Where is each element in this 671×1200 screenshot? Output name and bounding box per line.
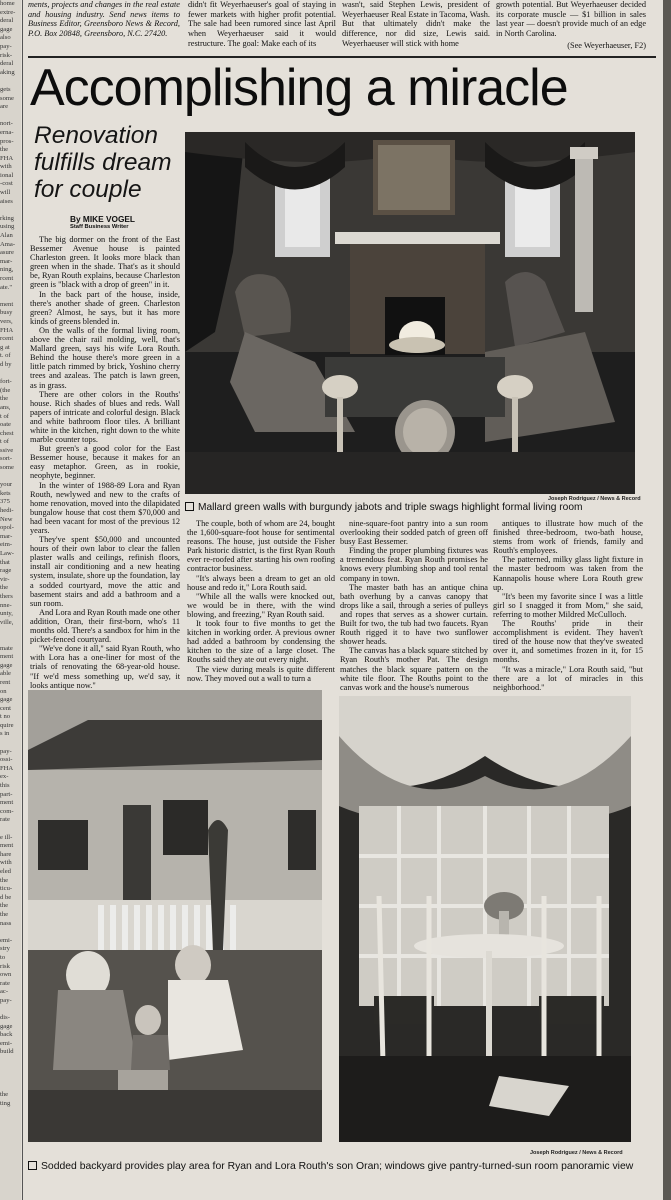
gutter-line: ac- [0,988,9,996]
gutter-line: deral [0,60,14,68]
gutter-line: asure [0,249,14,257]
gutter-line: ment [0,300,14,308]
gutter-line: sort- [0,455,13,463]
top-column-1 [28,0,180,56]
gutter-line: the [0,902,9,910]
gutter-line: hedi- [0,507,14,515]
gutter-line: gage [0,25,13,33]
gutter-line: ans, [0,403,11,411]
gutter-line: Alan [0,232,13,240]
article-paragraph: The Rouths' pride in their accomplishment is evident. They haven't tired of the house now that they've sweated over it, and sometimes frozen in it, for 15 months. [493,619,643,665]
gutter-line: deral [0,17,14,25]
article-paragraph: They've spent $50,000 and uncounted hours of their own labor to clear the fallen plaster walls and ceilings, refinish floors, install air conditioning and a new heating system, insulate, shore up the foundation, lay a sodded courtyard, move the attic and basement stairs and add a bathroom and a sun room. [30,535,181,608]
gutter-line: t of [0,438,9,446]
gutter-line: risk- [0,51,13,59]
gutter-line: pay- [0,747,12,755]
gutter-line: ssive [0,446,14,454]
gutter-line: nort- [0,120,13,128]
gutter-line: emi- [0,1039,13,1047]
gutter-line: home [0,0,15,7]
article-paragraph: "It's always been a dream to get an old house and redo it," Lora Routh said. [187,573,335,592]
gutter-line: your [0,481,13,489]
sun-room-photo [339,696,631,1142]
article-paragraph: In the back part of the house, inside, there's another shade of green. Charleston green? Almost, he says, but it has more kinds of greens blended in. [30,289,180,326]
gutter-line: gage [0,696,13,704]
gutter-line: Ama- [0,240,16,248]
gutter-line: with [0,163,12,171]
article-paragraph: "We've done it all," said Ryan Routh, who with Lora has a one-liner for most of the trials of renovating the 68-year-old house. "If we'd mess something up, we'd say, it looks antique now." [30,644,180,690]
gutter-line: dis- [0,1014,10,1022]
article-paragraph: And Lora and Ryan Routh made one other addition, Oran, their first-born, who's 11 months old. There's a sandbox for him in the picket-fenced courtyard. [30,607,180,645]
gutter-line: rcent [0,275,14,282]
gutter-line: ex- [0,773,9,781]
bottom-caption-text: Sodded backyard provides play area for Ryan and Lora Routh's son Oran; windows give pantry-turned-sun room panoramic view [41,1161,634,1172]
gutter-line: 375 [0,498,10,506]
gutter-line: own [0,971,12,979]
gutter-line: ticu- [0,885,13,893]
gutter-line [0,77,21,86]
top-photo-caption [185,502,582,513]
gutter-line: (the [0,386,11,394]
gutter-line: s in [0,730,10,738]
article-paragraph: The master bath has an antique china bath overhung by a canvas canopy that drops like a sail, through a series of pulleys and ropes that serves as a shower curtain. Built for two, the tub had two faucets. Ryan Routh rigged it to have two sunflower shower heads. [340,582,488,647]
gutter-line: t no [0,713,11,721]
top-photo-credit: Joseph Rodriguez / News & Record [548,496,641,502]
article-paragraph: In the winter of 1988-89 Lora and Ryan Routh, newlywed and new to the crafts of home renovation, moved into the dilapidated bungalow house that cost them $70,000 and had been vacant for most of the previous 12 years. [30,480,180,535]
gutter-line [0,1083,21,1092]
gutter-line: chest [0,429,14,437]
gutter-line [0,1066,21,1075]
gutter-line [0,636,21,645]
gutter-line: ting [0,1100,11,1107]
gutter-line: the [0,584,9,592]
gutter-line: gets [0,85,11,93]
gutter-line: New [0,515,13,523]
gutter-line [0,627,21,636]
gutter-line: rcent [0,335,14,343]
gutter-line: ment [0,799,14,807]
gutter-line: t of [0,412,9,420]
gutter-line: stry [0,945,10,953]
gutter-line [0,206,21,215]
article-paragraph: The big dormer on the front of the East Bessemer Avenue house is painted Charleston green. It looks more black than green when in the shade. That's as it should be, Ryan Routh explains, because Charleston green is "black with a drop of green" in it. [30,235,180,290]
gutter-line: mate [0,644,13,652]
gutter-line: also [0,34,11,42]
gutter-line: oate [0,421,11,429]
gutter-line: vers, [0,317,13,325]
gutter-line: ning, [0,266,14,274]
jump-line: (See Weyerhaeuser, F2) [567,40,646,50]
living-room-photo [185,132,635,494]
gutter-line: the [0,910,9,918]
gutter-line: some [0,94,14,102]
gutter-line: the [0,1091,9,1099]
gutter-line: mar- [0,532,13,540]
gutter-line: ville, [0,618,14,626]
gutter-line: erna- [0,128,14,136]
gutter-line: will [0,189,11,197]
gutter-line: to [0,953,6,961]
gutter-line [0,292,21,301]
gutter-line: some [0,464,14,472]
article-paragraph: On the walls of the formal living room, above the chair rail molding, well, that's Mallard green, says his wife Lora Routh. Behind the house there's more green in a little patch rimmed by brick, Yoshino cherry trees and azaleas. The patch is lawn green, as in grass. [30,325,180,390]
gutter-line: e ill- [0,833,13,841]
gutter-line: gage [0,661,13,669]
gutter-line: pay- [0,42,12,50]
byline: By MIKE VOGEL [70,214,136,224]
gutter-line [0,1057,21,1066]
article-paragraph: nine-square-foot pantry into a sun room overlooking their sodded patch of green off busy East Bessemer. [340,519,488,547]
gutter-line: -cost [0,180,13,188]
gutter-line: gage [0,1022,13,1030]
caption-box-icon [28,1161,37,1170]
gutter-line: kets [0,489,11,497]
gutter-line: back [0,1031,13,1039]
gutter-line: opol- [0,524,14,532]
gutter-line: com- [0,807,14,815]
gutter-line: ment [0,653,14,661]
gutter-line [0,473,21,482]
column-rule [22,0,23,1200]
top-column-2-text: didn't fit Weyerhaeuser's goal of staying in fewer markets with higher profit potential. The sale had been rumored since last April when Weyerhaeuser said it would restructure. The goal: Make each of its [188,0,336,48]
gutter-line: emi- [0,936,13,944]
gutter-line: pay- [0,996,12,1004]
gutter-line [0,825,21,834]
top-column-2 [188,0,336,56]
gutter-line: Law- [0,550,14,557]
gutter-line: FHA [0,764,14,772]
gutter-line: thers [0,592,13,600]
gutter-line: on [0,687,7,695]
deck-headline: Renovation fulfills dream for couple [34,122,172,203]
gutter-line: FHA [0,154,14,162]
gutter-line: unty, [0,610,13,618]
gutter-line: able [0,670,11,678]
article-paragraph: It took four to five months to get the kitchen in working order. A previous owner had added a bathroom by condensing the kitchen to the size of a large closet. The Rouths said they ate out every night. [187,619,335,665]
gutter-line: rage [0,567,12,575]
backyard-photo [28,690,322,1142]
gutter-line: rate [0,979,10,987]
body-column-2 [187,519,335,687]
top-column-4 [496,0,646,56]
bottom-photo-caption [28,1161,633,1172]
gutter-line: fort- [0,378,12,386]
body-column-4 [493,519,643,692]
gutter-line: d by [0,360,12,368]
article-paragraph: The canvas has a black square stitched by Ryan Routh's mother Pat. The design matches the black square pattern on the white tile floor. The Rouths point to the canvas work and the house's numerous [340,646,488,692]
gutter-line: cent [0,704,11,712]
top-column-3-text: wasn't, said Stephen Lewis, president of Weyerhaeuser Real Estate in Tacoma, Wash. But that ultimately didn't make the difference, nor did size, Lewis said. Weyerhaeuser will stick with home [342,0,490,48]
headline: Accomplishing a miracle [30,59,568,117]
gutter-line: mar- [0,257,13,265]
gutter-line: rking [0,214,14,222]
article-paragraph: But green's a good color for the East Bessemer house, because it makes for an easy metaphor. Green, as in rookie, neophyte, beginner. [30,444,180,481]
gutter-line: rent [0,678,11,686]
gutter-line: aking [0,68,15,76]
gutter-line: that [0,558,10,566]
gutter-line: extre- [0,8,16,16]
gutter-line: the [0,876,9,884]
article-paragraph: "It was a miracle," Lora Routh said, "but there are a lot of miracles in this neighborhood." [493,664,643,692]
gutter-line [0,739,21,748]
gutter-line: eim- [0,541,13,549]
gutter-line [0,1005,21,1014]
gutter-line: g at [0,343,10,351]
gutter-line: using [0,223,15,231]
page-edge [663,0,671,1200]
gutter-line: nass [0,919,12,927]
gutter-line: aises [0,197,13,205]
gutter-line [0,112,21,121]
gutter-line: t. of [0,352,11,360]
caption-box-icon [185,502,194,511]
gutter-line: ossi- [0,756,13,764]
gutter-line: the [0,395,9,403]
gutter-line [0,928,21,937]
article-paragraph: The patterned, milky glass light fixture in the master bedroom was taken from the Kannapolis house where Lora Routh grew up. [493,555,643,592]
gutter-line: d be [0,893,12,901]
gutter-line: quire [0,721,14,729]
gutter-line: ional [0,171,14,179]
body-column-1 [30,235,181,690]
gutter-line [0,370,21,379]
body-column-3 [340,519,488,692]
top-column-4-text: growth potential. But Weyerhaeuser decided its corporate muscle — $1 billion in sales last year — doesn't provide much of an edge in North Carolina. [496,0,646,39]
gutter-line: FHA [0,326,14,334]
gutter-line: busy [0,309,13,317]
article-paragraph: The couple, both of whom are 24, bought the 1,600-square-foot house for sentimental reasons. The house, just outside the Fisher Park historic district, is the first Ryan Routh ever re-roofed after starting his own roofing contractor business. [187,519,335,574]
gutter-line: build [0,1048,14,1056]
gutter-line: pros- [0,137,14,145]
gutter-line: ate." [0,283,13,291]
bottom-photo-credit: Joseph Rodriguez / News & Record [530,1150,623,1156]
top-column-1-text: ments, projects and changes in the real estate and housing industry. Send news items to Business Editor, Greensboro News & Record, P.O. Box 20848, Greensboro, N.C. 27420. [28,0,180,39]
gutter-line: rate [0,816,10,824]
article-paragraph: Finding the proper plumbing fixtures was a tremendous feat. Ryan Routh promises he knows every plumbing shop and tool rental company in town. [340,546,488,583]
gutter-line: this [0,782,10,790]
top-caption-text: Mallard green walls with burgundy jabots and triple swags highlight formal living room [198,502,583,513]
article-paragraph: The view during meals is quite different now. They moved out a wall to turn a [187,664,335,683]
article-paragraph: There are other colors in the Rouths' house. Rich shades of blues and reds. Wall papers of intricate and colorful design. Black and white bathroom floor tiles. A brilliant white in the kitchen, right down to the white marble counter tops. [30,389,180,445]
gutter-line: are [0,103,9,111]
gutter-line: part- [0,790,13,798]
left-gutter-column [0,0,21,1200]
gutter-line: hare [0,850,12,858]
gutter-line: the [0,146,9,154]
article-paragraph: "While all the walls were knocked out, we would be in there, with the wind blowing, and freezing," Ryan Routh said. [187,591,335,619]
gutter-line: with [0,859,12,867]
gutter-line: risk [0,962,10,970]
gutter-line: eled [0,867,11,875]
gutter-line [0,1074,21,1083]
gutter-line: vir- [0,575,10,583]
byline-title: Staff Business Writer [70,224,129,230]
top-column-3 [342,0,490,56]
article-paragraph: "It's been my favorite since I was a little girl so I snagged it from Mom," she said, referring to mother Mildred McCulloch. [493,591,643,619]
gutter-line: ment [0,842,14,850]
article-paragraph: antiques to illustrate how much of the finished three-bedroom, two-bath house, stems from work of friends, family and Routh's employees. [493,519,643,556]
gutter-line: nne- [0,601,12,609]
